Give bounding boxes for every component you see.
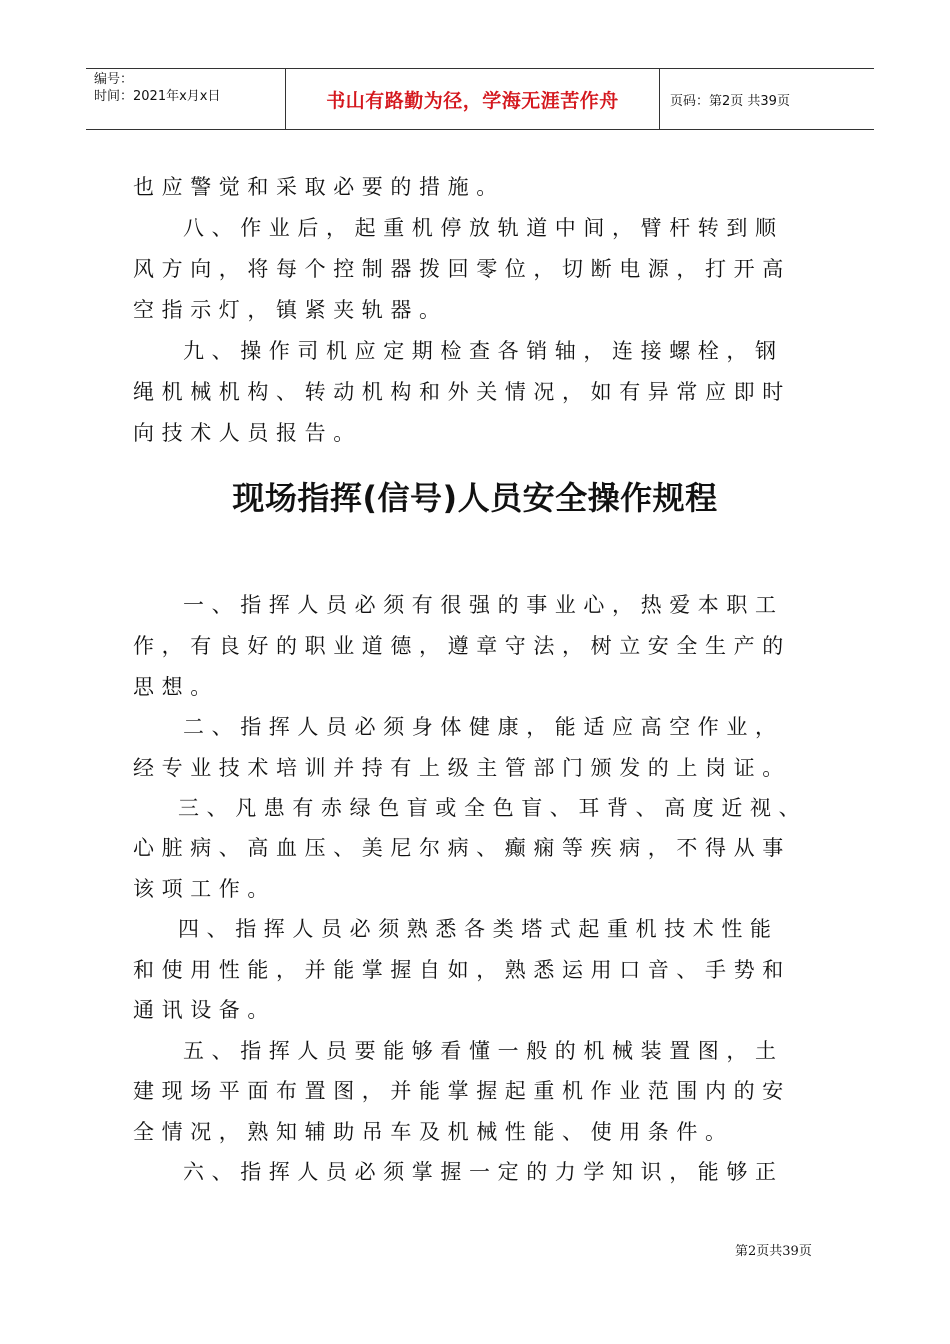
paragraph-line: 三、凡患有赤绿色盲或全色盲、耳背、高度近视、 bbox=[178, 796, 808, 820]
paragraph-line: 建现场平面布置图，并能掌握起重机作业范围内的安 bbox=[133, 1079, 791, 1103]
paragraph-line: 思想。 bbox=[133, 675, 219, 699]
paragraph-line: 四、指挥人员必须熟悉各类塔式起重机技术性能 bbox=[178, 917, 779, 941]
paragraph-line: 九、操作司机应定期检查各销轴，连接螺栓，钢 bbox=[183, 339, 784, 363]
section-title: 现场指挥(信号)人员安全操作规程 bbox=[232, 479, 718, 517]
paragraph-line: 也应警觉和采取必要的措施。 bbox=[133, 175, 505, 199]
paragraph-line: 二、指挥人员必须身体健康，能适应高空作业， bbox=[183, 715, 784, 739]
paragraph-line: 作，有良好的职业道德，遵章守法，树立安全生产的 bbox=[133, 634, 791, 658]
paragraph-line: 风方向，将每个控制器拨回零位，切断电源，打开高 bbox=[133, 257, 791, 281]
paragraph-line: 经专业技术培训并持有上级主管部门颁发的上岗证。 bbox=[133, 756, 791, 780]
paragraph-line: 五、指挥人员要能够看懂一般的机械装置图，土 bbox=[183, 1039, 784, 1063]
paragraph-line: 全情况，熟知辅助吊车及机械性能、使用条件。 bbox=[133, 1120, 734, 1144]
header-page-info: 页码：第2页 共39页 bbox=[670, 93, 790, 109]
header-motto: 书山有路勤为径，学海无涯苦作舟 bbox=[326, 89, 619, 112]
paragraph-line: 八、作业后，起重机停放轨道中间，臂杆转到顺 bbox=[183, 216, 784, 240]
paragraph-line: 空指示灯，镇紧夹轨器。 bbox=[133, 298, 448, 322]
paragraph-line: 一、指挥人员必须有很强的事业心，热爱本职工 bbox=[183, 593, 784, 617]
paragraph-line: 绳机械机构、转动机构和外关情况，如有异常应即时 bbox=[133, 380, 791, 404]
paragraph-line: 向技术人员报告。 bbox=[133, 421, 362, 445]
page-footer: 第2页共39页 bbox=[735, 1244, 812, 1259]
paragraph-line: 六、指挥人员必须掌握一定的力学知识，能够正 bbox=[183, 1160, 784, 1184]
paragraph-line: 心脏病、高血压、美尼尔病、癫痫等疾病，不得从事 bbox=[133, 836, 791, 860]
paragraph-line: 和使用性能，并能掌握自如，熟悉运用口音、手势和 bbox=[133, 958, 791, 982]
paragraph-line: 该项工作。 bbox=[133, 877, 276, 901]
header-meta-cell bbox=[86, 69, 286, 129]
document-number-label: 编号： bbox=[94, 72, 134, 87]
header-page-cell bbox=[660, 69, 874, 129]
header-motto-cell bbox=[286, 69, 660, 129]
paragraph-line: 通讯设备。 bbox=[133, 998, 276, 1022]
document-time-label: 时间：2021年x月x日 bbox=[94, 89, 221, 104]
page-header bbox=[86, 68, 874, 130]
